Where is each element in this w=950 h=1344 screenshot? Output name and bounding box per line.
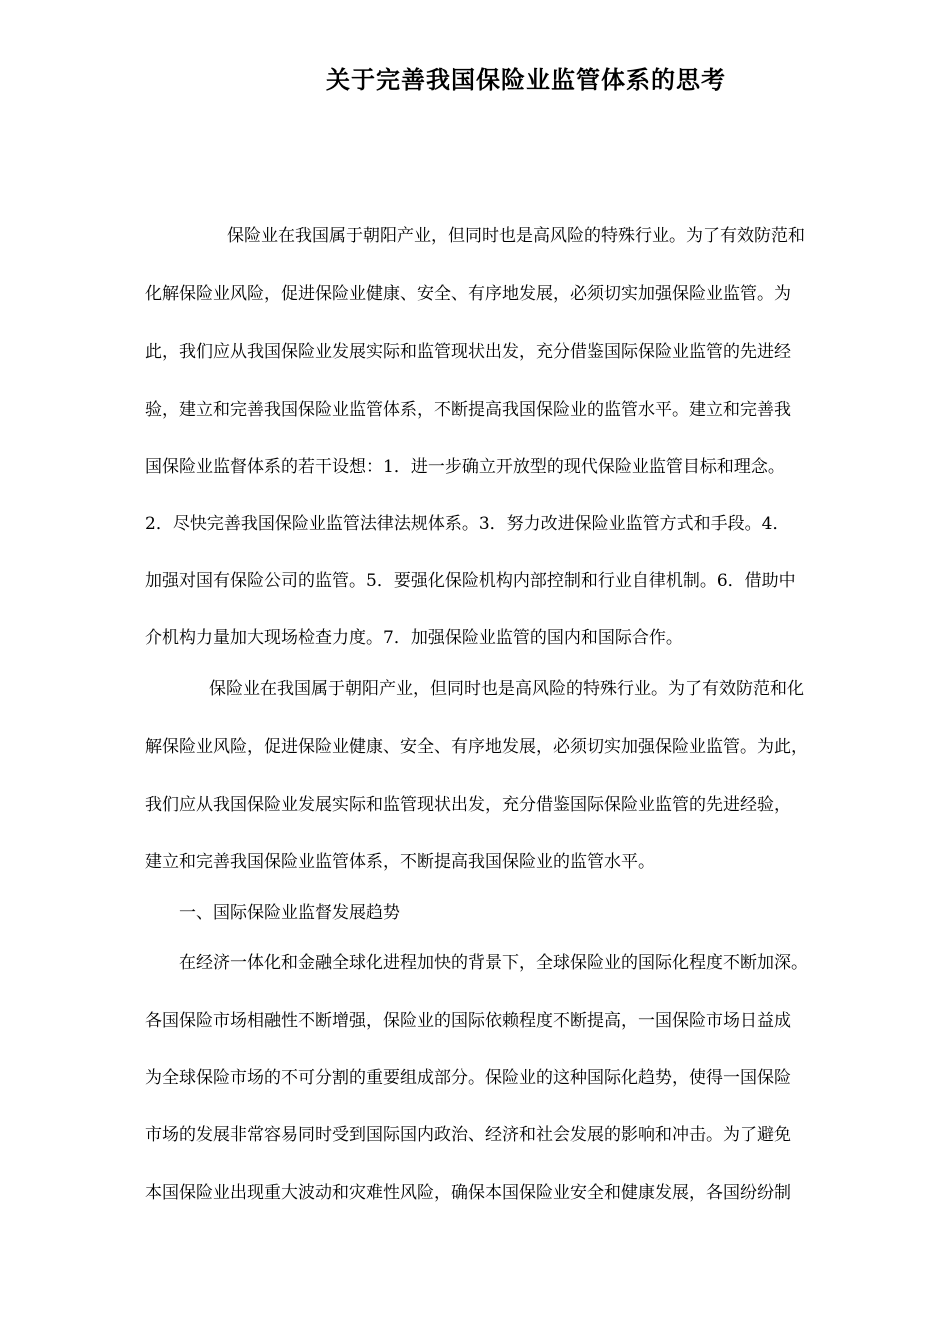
paragraph-1-line-7: 加强对国有保险公司的监管。5．要强化保险机构内部控制和行业自律机制。6．借助中	[145, 571, 796, 591]
paragraph-3-line-5: 本国保险业出现重大波动和灾难性风险，确保本国保险业安全和健康发展，各国纷纷制	[145, 1183, 791, 1203]
paragraph-3-line-3: 为全球保险市场的不可分割的重要组成部分。保险业的这种国际化趋势，使得一国保险	[145, 1068, 791, 1088]
paragraph-2-line-4: 建立和完善我国保险业监管体系，不断提高我国保险业的监管水平。	[145, 852, 655, 872]
paragraph-2-line-2: 解保险业风险，促进保险业健康、安全、有序地发展，必须切实加强保险业监管。为此，	[145, 737, 808, 757]
paragraph-2-line-3: 我们应从我国保险业发展实际和监管现状出发，充分借鉴国际保险业监管的先进经验，	[145, 795, 791, 815]
paragraph-1-line-8: 介机构力量加大现场检查力度。7．加强保险业监管的国内和国际合作。	[145, 628, 683, 648]
paragraph-3-line-2: 各国保险市场相融性不断增强，保险业的国际依赖程度不断提高，一国保险市场日益成	[145, 1011, 791, 1031]
paragraph-3-line-1: 在经济一体化和金融全球化进程加快的背景下，全球保险业的国际化程度不断加深。	[179, 953, 808, 973]
paragraph-1-line-1: 保险业在我国属于朝阳产业，但同时也是高风险的特殊行业。为了有效防范和	[227, 226, 805, 246]
document-title: 关于完善我国保险业监管体系的思考	[326, 65, 726, 94]
paragraph-1-line-4: 验，建立和完善我国保险业监管体系，不断提高我国保险业的监管水平。建立和完善我	[145, 400, 791, 420]
paragraph-3-line-4: 市场的发展非常容易同时受到国际国内政治、经济和社会发展的影响和冲击。为了避免	[145, 1125, 791, 1145]
section-heading: 一、国际保险业监督发展趋势	[179, 903, 400, 923]
paragraph-2-line-1: 保险业在我国属于朝阳产业，但同时也是高风险的特殊行业。为了有效防范和化	[209, 679, 804, 699]
paragraph-1-line-3: 此，我们应从我国保险业发展实际和监管现状出发，充分借鉴国际保险业监管的先进经	[145, 342, 791, 362]
paragraph-1-line-5: 国保险业监督体系的若干设想：1．进一步确立开放型的现代保险业监管目标和理念。	[145, 457, 785, 477]
paragraph-1-line-6: 2．尽快完善我国保险业监管法律法规体系。3．努力改进保险业监管方式和手段。4．	[145, 514, 790, 534]
paragraph-1-line-2: 化解保险业风险，促进保险业健康、安全、有序地发展，必须切实加强保险业监管。为	[145, 284, 791, 304]
